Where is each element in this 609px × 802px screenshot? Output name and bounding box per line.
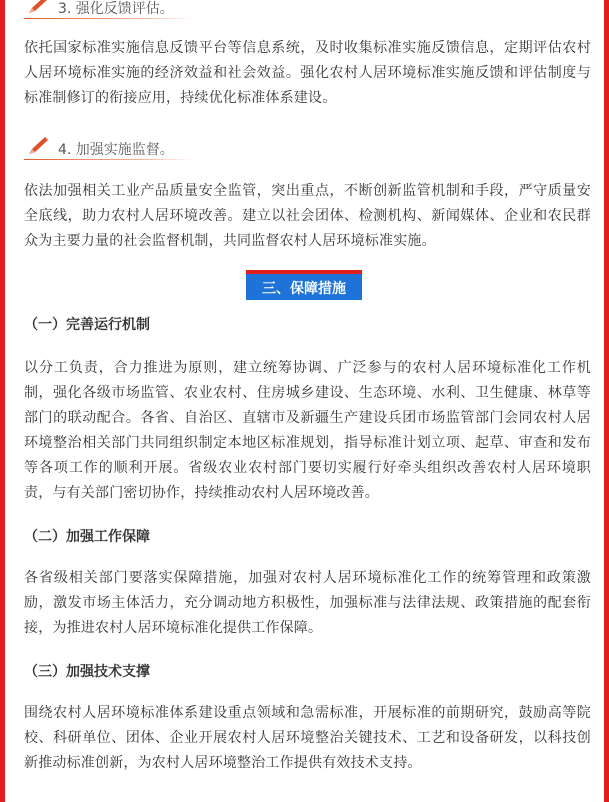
subheading-underline xyxy=(24,159,194,160)
paragraph-mechanism: 以分工负责，合力推进为原则，建立统筹协调、广泛参与的农村人居环境标准化工作机制，强化各级市场监管、农业农村、住房城乡建设、生态环境、水利、卫生健康、林草等部门的联动配合。各省、自治区、直辖市及新疆生产建设兵团市场监管部门会同农村人居环境整治相关部门共同组织制定本地区标准规划，指导标准计划立项、起草、审查和发布等各项工作的顺利开展。省级农业农村部门要切实履行好牵头组织改善农村人居环境职责，与有关部门密切协作，持续推动农村人居环境改善。 xyxy=(24,360,591,501)
part-title-guarantee: （二）加强工作保障 xyxy=(24,529,150,545)
paragraph-technical: 围绕农村人居环境标准体系建设重点领域和急需标准，开展标准的前期研究，鼓励高等院校、科研单位、团体、企业开展农村人居环境整治关键技术、工艺和设备研发，以科技创新推动标准创新，为农村人居环境整治工作提供有效技术支持。 xyxy=(24,705,591,771)
pencil-icon xyxy=(26,0,50,16)
paragraph-feedback: 依托国家标准实施信息反馈平台等信息系统，及时收集标准实施反馈信息，定期评估农村人居环境标准实施的经济效益和社会效益。强化农村人居环境标准实施反馈和评估制度与标准制修订的衔接应用，持续优化标准体系建设。 xyxy=(24,40,591,106)
part-title-mechanism: （一）完善运行机制 xyxy=(24,317,150,333)
section-banner xyxy=(24,270,591,306)
subheading-supervision xyxy=(24,135,204,165)
pencil-icon xyxy=(26,135,50,157)
right-red-border xyxy=(604,0,609,802)
left-red-border xyxy=(0,0,5,802)
article-body xyxy=(24,0,591,776)
subheading-feedback xyxy=(24,0,204,24)
paragraph-supervision: 依法加强相关工业产品质量安全监管，突出重点，不断创新监管机制和手段，严守质量安全底线，助力农村人居环境改善。建立以社会团体、检测机构、新闻媒体、企业和农民群众为主要力量的社会监督机制，共同监督农村人居环境标准实施。 xyxy=(24,183,591,249)
banner-label: 三、保障措施 xyxy=(246,270,362,300)
subheading-label: 4. 加强实施监督。 xyxy=(58,142,174,158)
paragraph-guarantee: 各省级相关部门要落实保障措施，加强对农村人居环境标准化工作的统筹管理和政策激励，激发市场主体活力，充分调动地方积极性，加强标准与法律法规、政策措施的配套衔接，为推进农村人居环境标准化提供工作保障。 xyxy=(24,570,591,636)
subheading-label: 3. 强化反馈评估。 xyxy=(58,1,174,17)
part-title-technical: （三）加强技术支撑 xyxy=(24,664,150,680)
subheading-underline xyxy=(24,18,194,19)
